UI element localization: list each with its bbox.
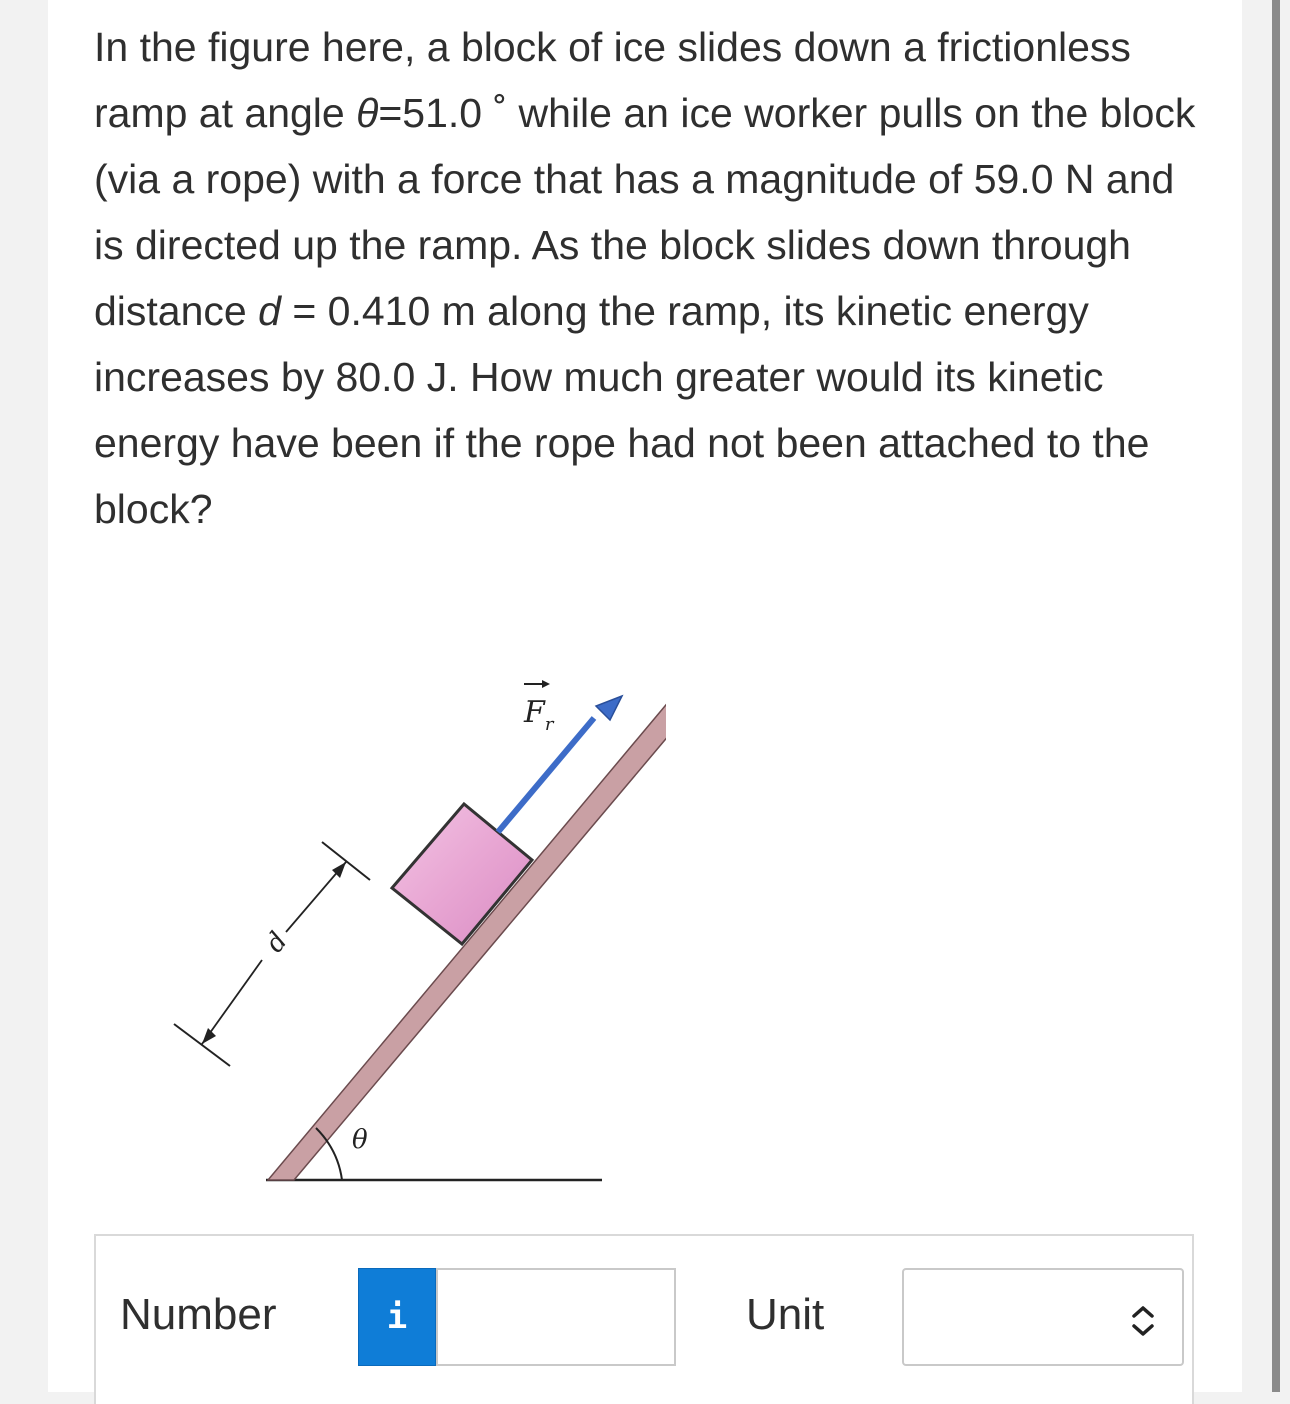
answer-box [94,1234,1194,1404]
question-text-part1: In the figure here, a block of ice slides down a frictionless ramp at angle [94,24,1131,136]
vector-overline-head [542,680,550,688]
info-icon: i [386,1297,408,1337]
number-label: Number [120,1290,277,1339]
question-text [94,14,1204,542]
distance-label: d [259,926,294,959]
ramp-figure [126,660,666,1200]
distance-tick-bottom [174,1024,230,1066]
question-text-part3: = 0.410 m along the ramp, its kinetic energy increases by 80.0 J. How much greater would its kinetic energy have been if the rope had not been attached to the block? [94,288,1150,532]
angle-label: θ [352,1125,368,1155]
distance-arrow-bottom [202,1028,216,1044]
distance-symbol: d [258,288,281,334]
chevron-updown-icon [1128,1300,1158,1340]
question-page [48,0,1242,1392]
distance-tick-top [322,842,370,880]
window-edge-bar [1272,0,1280,1392]
number-input[interactable] [436,1268,676,1366]
theta-symbol: θ [356,90,379,136]
unit-select[interactable] [902,1268,1184,1366]
question-text-part2: =51.0 ˚ while an ice worker pulls on the block (via a rope) with a force that has a magnitude of 59.0 N and is directed up the ramp. As the block slides down through distance [94,90,1196,334]
force-arrow-head [596,696,622,720]
info-button[interactable] [358,1268,436,1366]
force-label: $F_r$ [524,695,554,735]
unit-label: Unit [746,1290,825,1339]
